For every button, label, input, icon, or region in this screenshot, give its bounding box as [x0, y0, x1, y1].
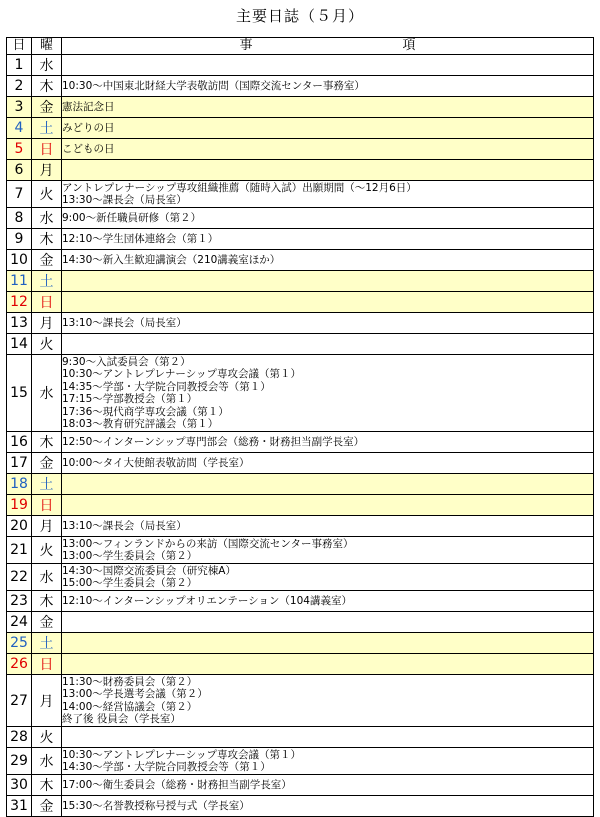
event-cell	[62, 76, 594, 97]
event-cell	[62, 229, 594, 250]
weekday-cell: 金	[32, 612, 62, 633]
day-cell: 11	[7, 271, 32, 292]
weekday-cell: 木	[32, 229, 62, 250]
event-cell	[62, 313, 594, 334]
weekday-cell: 日	[32, 139, 62, 160]
event-cell	[62, 334, 594, 355]
weekday-cell: 木	[32, 432, 62, 453]
event-line: 10:30～アントレプレナーシップ専攻会議（第１）	[62, 368, 301, 380]
day-cell: 30	[7, 775, 32, 796]
event-cell	[62, 250, 594, 271]
day-cell: 7	[7, 181, 32, 208]
weekday-cell: 水	[32, 564, 62, 591]
day-cell: 25	[7, 633, 32, 654]
weekday-cell: 金	[32, 453, 62, 474]
event-line: 13:10～課長会（局長室）	[62, 519, 187, 532]
event-cell	[62, 537, 594, 564]
day-cell: 29	[7, 748, 32, 775]
table-row	[7, 654, 594, 675]
event-cell	[62, 160, 594, 181]
event-line: 14:30～国際交流委員会（研究棟A）	[62, 564, 236, 577]
schedule-table	[6, 37, 594, 817]
day-cell: 9	[7, 229, 32, 250]
table-row	[7, 432, 594, 453]
weekday-cell: 火	[32, 181, 62, 208]
event-line: アントレプレナーシップ専攻組織推薦（随時入試）出願期間（～12月6日）	[62, 181, 417, 194]
day-cell: 14	[7, 334, 32, 355]
event-line: 14:00～経営協議会（第２）	[62, 700, 198, 713]
table-row	[7, 675, 594, 727]
event-cell	[62, 355, 594, 432]
table-row	[7, 334, 594, 355]
weekday-cell: 水	[32, 748, 62, 775]
table-row	[7, 748, 594, 775]
table-row	[7, 612, 594, 633]
event-cell	[62, 727, 594, 748]
event-cell	[62, 564, 594, 591]
table-row	[7, 775, 594, 796]
table-row	[7, 271, 594, 292]
weekday-cell: 日	[32, 654, 62, 675]
table-row	[7, 796, 594, 817]
event-line: 13:30～課長会（局長室）	[62, 194, 187, 206]
weekday-cell: 木	[32, 775, 62, 796]
table-row	[7, 181, 594, 208]
weekday-cell: 土	[32, 118, 62, 139]
day-cell: 15	[7, 355, 32, 432]
event-cell	[62, 139, 594, 160]
weekday-cell: 木	[32, 591, 62, 612]
day-cell: 18	[7, 474, 32, 495]
table-row	[7, 250, 594, 271]
event-line: 14:30～新入生歓迎講演会（210講義室ほか）	[62, 253, 281, 266]
event-cell	[62, 796, 594, 817]
day-cell: 4	[7, 118, 32, 139]
event-cell	[62, 292, 594, 313]
table-row	[7, 633, 594, 654]
day-cell: 13	[7, 313, 32, 334]
day-cell: 3	[7, 97, 32, 118]
event-line: 17:15～学部教授会（第１）	[62, 393, 198, 405]
event-cell	[62, 675, 594, 727]
weekday-cell: 金	[32, 97, 62, 118]
event-cell	[62, 118, 594, 139]
event-line: 12:10～インターンシップオリエンテーション（104講義室）	[62, 594, 352, 607]
table-row	[7, 292, 594, 313]
header-row	[7, 38, 594, 55]
event-cell	[62, 654, 594, 675]
page-title: 主要日誌（５月）	[235, 7, 364, 25]
weekday-cell: 金	[32, 796, 62, 817]
table-row	[7, 453, 594, 474]
day-cell: 2	[7, 76, 32, 97]
table-row	[7, 76, 594, 97]
event-line: 13:00～フィンランドからの来訪（国際交流センター事務室）	[62, 537, 354, 550]
table-row	[7, 97, 594, 118]
event-line: 11:30～財務委員会（第２）	[62, 675, 198, 688]
table-row	[7, 516, 594, 537]
day-cell: 10	[7, 250, 32, 271]
event-line: 12:10～学生団体連絡会（第１）	[62, 232, 219, 245]
day-cell: 28	[7, 727, 32, 748]
weekday-cell: 火	[32, 537, 62, 564]
weekday-cell: 土	[32, 633, 62, 654]
weekday-cell: 月	[32, 313, 62, 334]
table-row	[7, 474, 594, 495]
table-row	[7, 229, 594, 250]
weekday-cell: 土	[32, 474, 62, 495]
event-cell	[62, 432, 594, 453]
table-row	[7, 55, 594, 76]
day-cell: 5	[7, 139, 32, 160]
event-cell	[62, 208, 594, 229]
weekday-cell: 月	[32, 675, 62, 727]
table-row	[7, 495, 594, 516]
weekday-cell: 木	[32, 76, 62, 97]
event-line: 13:00～学生委員会（第２）	[62, 550, 198, 562]
weekday-header: 曜	[32, 38, 62, 55]
event-cell	[62, 495, 594, 516]
event-line: 15:30～名誉教授称号授与式（学長室）	[62, 799, 250, 812]
weekday-cell: 火	[32, 727, 62, 748]
day-cell: 22	[7, 564, 32, 591]
event-line: 10:30～中国東北財経大学表敬訪問（国際交流センター事務室）	[62, 79, 365, 92]
event-cell	[62, 748, 594, 775]
day-cell: 20	[7, 516, 32, 537]
event-line: 12:50～インターンシップ専門部会（総務・財務担当副学長室）	[62, 435, 365, 448]
event-line: 13:00～学長選考会議（第２）	[62, 688, 208, 700]
weekday-cell: 水	[32, 208, 62, 229]
table-row	[7, 139, 594, 160]
weekday-cell: 月	[32, 160, 62, 181]
day-cell: 26	[7, 654, 32, 675]
weekday-cell: 土	[32, 271, 62, 292]
event-line: 9:00～新任職員研修（第２）	[62, 211, 202, 224]
event-cell	[62, 474, 594, 495]
table-row	[7, 727, 594, 748]
event-line: 17:36～現代商学専攻会議（第１）	[62, 405, 229, 418]
weekday-cell: 月	[32, 516, 62, 537]
weekday-cell: 火	[32, 334, 62, 355]
event-cell	[62, 97, 594, 118]
day-cell: 23	[7, 591, 32, 612]
event-line: 14:30～学部・大学院合同教授会等（第１）	[62, 761, 271, 773]
event-cell	[62, 591, 594, 612]
event-line: 憲法記念日	[62, 100, 115, 113]
event-header-a: 事	[239, 38, 253, 53]
event-cell	[62, 775, 594, 796]
table-row	[7, 208, 594, 229]
event-line: 18:03～教育研究評議会（第１）	[62, 418, 219, 430]
event-line: 14:35～学部・大学院合同教授会等（第１）	[62, 380, 271, 393]
day-cell: 21	[7, 537, 32, 564]
day-cell: 19	[7, 495, 32, 516]
event-line: 10:00～タイ大使館表敬訪問（学長室）	[62, 456, 250, 469]
event-cell	[62, 55, 594, 76]
table-row	[7, 118, 594, 139]
event-cell	[62, 633, 594, 654]
event-line: 10:30～アントレプレナーシップ専攻会議（第１）	[62, 748, 301, 761]
day-cell: 6	[7, 160, 32, 181]
event-line: 17:00～衛生委員会（総務・財務担当副学長室）	[62, 778, 292, 791]
table-row	[7, 591, 594, 612]
day-cell: 27	[7, 675, 32, 727]
event-header-b: 項	[402, 38, 416, 53]
weekday-cell: 金	[32, 250, 62, 271]
table-row	[7, 313, 594, 334]
table-row	[7, 537, 594, 564]
weekday-cell: 水	[32, 355, 62, 432]
day-cell: 12	[7, 292, 32, 313]
weekday-cell: 日	[32, 495, 62, 516]
event-line: みどりの日	[62, 121, 115, 134]
event-cell	[62, 271, 594, 292]
day-cell: 8	[7, 208, 32, 229]
event-line: 終了後 役員会（学長室）	[62, 713, 181, 725]
day-cell: 16	[7, 432, 32, 453]
weekday-cell: 日	[32, 292, 62, 313]
day-cell: 1	[7, 55, 32, 76]
day-cell: 17	[7, 453, 32, 474]
event-cell	[62, 453, 594, 474]
table-row	[7, 355, 594, 432]
weekday-cell: 水	[32, 55, 62, 76]
event-line: 13:10～課長会（局長室）	[62, 316, 187, 329]
event-cell	[62, 516, 594, 537]
day-header: 日	[7, 38, 32, 55]
table-row	[7, 564, 594, 591]
day-cell: 31	[7, 796, 32, 817]
table-row	[7, 160, 594, 181]
event-line: 9:30～入試委員会（第２）	[62, 355, 191, 368]
event-line: こどもの日	[62, 142, 115, 155]
event-header	[62, 38, 594, 55]
event-line: 15:00～学生委員会（第２）	[62, 577, 198, 589]
event-cell	[62, 612, 594, 633]
event-cell	[62, 181, 594, 208]
day-cell: 24	[7, 612, 32, 633]
